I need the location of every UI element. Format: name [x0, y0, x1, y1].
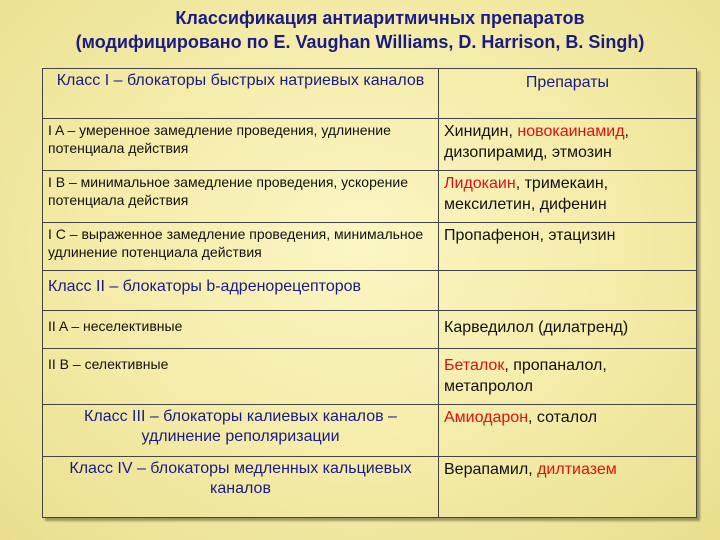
drug-name-highlighted: новокаинамид [517, 123, 625, 140]
row-desc-iia: II A – неселективные [43, 311, 439, 349]
drug-name-highlighted: Амиодарон [444, 409, 529, 426]
title-line-1: Классификация антиаритмичных препаратов [175, 8, 585, 28]
row-desc-ib: I B – минимальное замедление проведения, ускорение потенциала действия [43, 171, 439, 223]
drug-name: , пропаналол, метапролол [444, 357, 607, 395]
table-header-row [43, 69, 697, 119]
row-desc-ic: I C – выраженное замедление проведения, минимальное удлинение потенциала действия [43, 223, 439, 271]
drug-name: , тримекаин, мексилетин, дифенин [444, 175, 609, 213]
drug-name: , [508, 123, 518, 140]
drug-name: Верапамил, [444, 461, 538, 478]
row-drugs-iii [439, 405, 697, 457]
table-row [43, 457, 697, 518]
classification-table [42, 68, 697, 518]
row-class-iv: Класс IV – блокаторы медленных кальциевых каналов [43, 457, 439, 518]
table-row [43, 311, 697, 349]
row-drugs-iia [439, 311, 697, 349]
row-drugs-iv [439, 457, 697, 518]
table-row [43, 405, 697, 457]
table-row [43, 271, 697, 311]
row-drugs-ib [439, 171, 697, 223]
header-class-cell: Класс I – блокаторы быстрых натриевых каналов [43, 69, 439, 119]
drug-name: Хинидин [444, 123, 509, 140]
drug-name-highlighted: дилтиазем [537, 461, 617, 478]
table-row [43, 171, 697, 223]
table-row [43, 223, 697, 271]
slide-title [0, 6, 720, 54]
row-drugs-ic [439, 223, 697, 271]
drug-name: Карведилол (дилатренд) [444, 319, 629, 336]
drug-name-highlighted: Беталок [444, 357, 505, 374]
drug-name: Пропафенон, этацизин [444, 227, 616, 244]
drug-name: , дизопирамид, этмозин [444, 123, 629, 161]
header-drugs-cell: Препараты [439, 69, 697, 119]
row-drugs-ia [439, 119, 697, 171]
drug-name: , соталол [528, 409, 598, 426]
drug-name-highlighted: Лидокаин [444, 175, 516, 192]
table-row [43, 119, 697, 171]
title-line-2: (модифицировано по E. Vaughan Williams, D. Harrison, B. Singh) [75, 32, 645, 52]
row-desc-iib: II B – селективные [43, 349, 439, 405]
row-desc-ia: I A – умеренное замедление проведения, удлинение потенциала действия [43, 119, 439, 171]
row-class-ii: Класс II – блокаторы b-адренорецепторов [43, 271, 439, 311]
row-drugs-iib [439, 349, 697, 405]
row-class-ii-empty [439, 271, 697, 311]
row-class-iii: Класс III – блокаторы калиевых каналов – удлинение реполяризации [43, 405, 439, 457]
table-row [43, 349, 697, 405]
